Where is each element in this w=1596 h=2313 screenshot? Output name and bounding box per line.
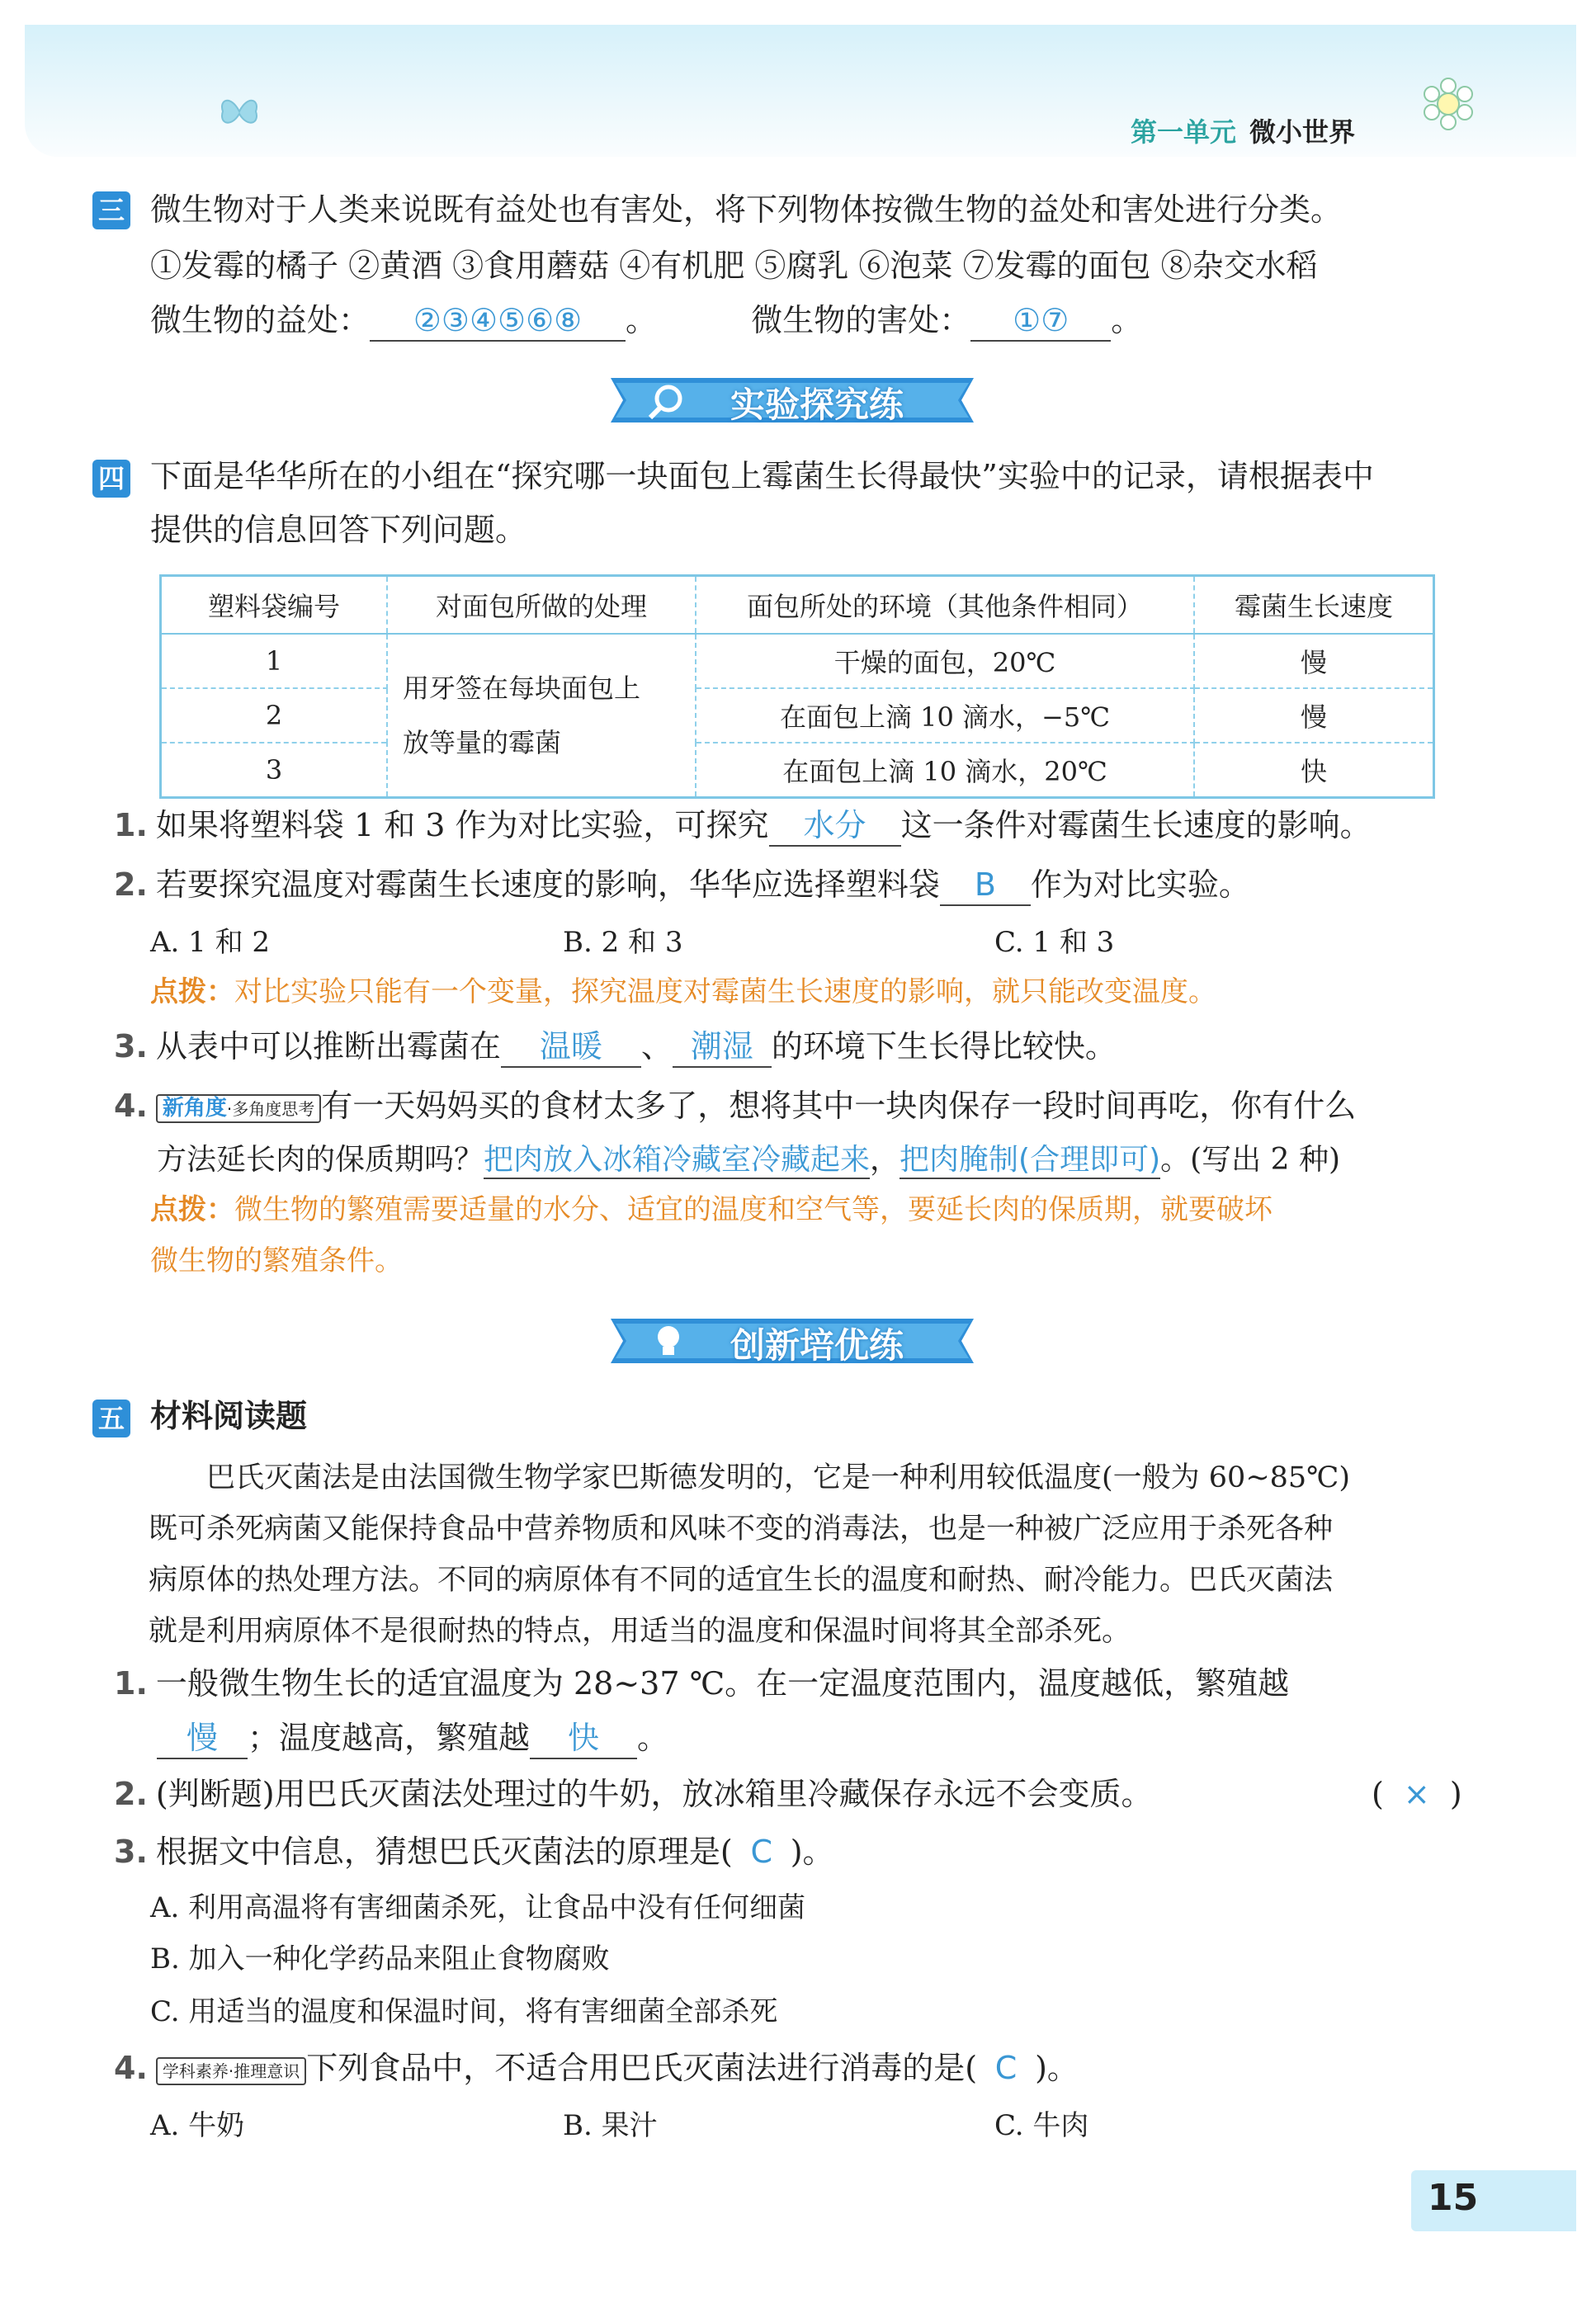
- q-text: 如果将塑料袋 1 和 3 作为对比实验，可探究: [155, 807, 769, 843]
- judge-bracket: [1372, 1776, 1462, 1814]
- table-cell: 2: [161, 688, 388, 743]
- answer-blank: B: [940, 866, 1031, 906]
- answer-blank: 潮湿: [673, 1028, 772, 1068]
- q-text: 这一条件对霉菌生长速度的影响。: [900, 807, 1372, 843]
- hint-label: 点拨：: [150, 1193, 234, 1226]
- sec3-answer-line: [150, 302, 1142, 342]
- hint-text: 微生物的繁殖需要适量的水分、适宜的温度和空气等，要延长肉的保质期，就要破坏: [234, 1193, 1273, 1226]
- answer-blank: 把肉放入冰箱冷藏室冷藏起来: [484, 1142, 870, 1179]
- table-cell: 慢: [1194, 688, 1434, 743]
- page-number-box: [1411, 2170, 1576, 2231]
- table-cell: 1: [161, 634, 388, 688]
- section-3-icon: 三: [92, 191, 130, 229]
- sec5-q3: [114, 1834, 834, 1872]
- hint-label: 点拨：: [150, 975, 234, 1008]
- benefit-label: 微生物的益处：: [150, 302, 371, 338]
- question-number: 2.: [114, 866, 148, 903]
- sec4-q1: [114, 807, 1372, 847]
- hint-text: 对比实验只能有一个变量，探究温度对霉菌生长速度的影响，就只能改变温度。: [234, 975, 1216, 1008]
- unit-name: 微小世界: [1249, 116, 1356, 148]
- hint-text: 微生物的繁殖条件。: [150, 1244, 403, 1277]
- passage-line: 巴氏灭菌法是由法国微生物学家巴斯德发明的，它是一种利用较低温度(一般为 60~85℃): [206, 1461, 1350, 1494]
- harm-label: 微生物的害处：: [751, 302, 971, 338]
- q-text: 有一天妈妈买的食材太多了，想将其中一块肉保存一段时间再吃，你有什么: [321, 1088, 1357, 1124]
- sec3-question: 微生物对于人类来说既有益处也有害处，将下列物体按微生物的益处和害处进行分类。: [150, 191, 1343, 228]
- sec4-q2: [114, 866, 1250, 906]
- passage-line: 病原体的热处理方法。不同的病原体有不同的适宜生长的温度和耐热、耐冷能力。巴氏灭菌法: [149, 1564, 1334, 1597]
- option: B. 加入一种化学药品来阻止食物腐败: [150, 1942, 610, 1975]
- option: C. 1 和 3: [994, 926, 1115, 959]
- q-text: 一般微生物生长的适宜温度为 28~37 ℃。在一定温度范围内，温度越低，繁殖越: [155, 1665, 1290, 1702]
- answer-blank: 温暖: [501, 1028, 641, 1068]
- q-text: (判断题)用巴氏灭菌法处理过的牛奶，放冰箱里冷藏保存永远不会变质。: [155, 1776, 1153, 1812]
- harm-answer: ①⑦: [970, 302, 1111, 342]
- q-text: )。: [1035, 2050, 1079, 2086]
- bracket: (: [1372, 1776, 1384, 1812]
- passage-line: 既可杀死病菌又能保持食品中营养物质和风味不变的消毒法，也是一种被广泛应用于杀死各种: [149, 1513, 1334, 1546]
- question-number: 4.: [114, 2050, 148, 2086]
- option: A. 利用高温将有害细菌杀死，让食品中没有任何细菌: [150, 1891, 806, 1924]
- treatment-line: 用牙签在每块面包上: [403, 673, 641, 704]
- question-number: 3.: [114, 1028, 148, 1064]
- answer-blank: 把肉腌制(合理即可): [900, 1142, 1160, 1179]
- q-text: 。(写出 2 种): [1160, 1143, 1341, 1177]
- option: B. 果汁: [563, 2109, 658, 2142]
- answer-blank: 慢: [157, 1720, 248, 1759]
- table-header: 霉菌生长速度: [1194, 576, 1434, 635]
- sec4-q4-l2: [157, 1142, 1340, 1179]
- sec5-q1-l2: [157, 1720, 668, 1759]
- q-text: 从表中可以推断出霉菌在: [155, 1028, 501, 1064]
- table-row: [161, 634, 1434, 688]
- section-5-icon: 五: [92, 1400, 130, 1437]
- table-row: [161, 688, 1434, 743]
- q-text: 若要探究温度对霉菌生长速度的影响，华华应选择塑料袋: [155, 866, 940, 903]
- question-number: 1.: [114, 807, 148, 843]
- banner-experiment: [611, 371, 974, 429]
- table-header: 面包所处的环境（其他条件相同）: [696, 576, 1194, 635]
- benefit-answer: ②③④⑤⑥⑧: [370, 302, 626, 342]
- table-header: 塑料袋编号: [161, 576, 388, 635]
- unit-title: [1131, 111, 1355, 149]
- q-text: 。: [637, 1720, 669, 1756]
- hint: [150, 1193, 1273, 1227]
- separator: 、: [640, 1028, 673, 1064]
- banner-title: 创新培优练: [730, 1325, 904, 1366]
- page-number: 15: [1428, 2177, 1479, 2219]
- answer-blank: C: [994, 2050, 1018, 2086]
- q-text: 作为对比实验。: [1030, 866, 1250, 903]
- q-text: 方法延长肉的保质期吗？: [157, 1143, 484, 1177]
- sec5-q1: [114, 1665, 1289, 1703]
- period: 。: [626, 302, 658, 338]
- sec4-q3: [114, 1028, 1117, 1068]
- table-header: 对面包所做的处理: [387, 576, 696, 635]
- sec4-question-l1: 下面是华华所在的小组在“探究哪一块面包上霉菌生长得最快”实验中的记录，请根据表中: [150, 458, 1374, 494]
- question-number: 4.: [114, 1088, 148, 1124]
- answer-blank: ×: [1403, 1776, 1430, 1812]
- sec5-q4: [114, 2050, 1079, 2088]
- section-4-icon: 四: [92, 460, 130, 498]
- question-number: 1.: [114, 1665, 148, 1702]
- table-row: [161, 743, 1434, 798]
- table-cell: 快: [1194, 743, 1434, 798]
- sec5-q2: [114, 1776, 1153, 1814]
- tag-text: ·多角度思考: [226, 1099, 315, 1119]
- table-header-row: [161, 576, 1434, 635]
- q-text: ；温度越高，繁殖越: [248, 1720, 531, 1756]
- tag-bold: 新角度: [162, 1096, 227, 1121]
- passage-line: 就是利用病原体不是很耐热的特点，用适当的温度和保温时间将其全部杀死。: [149, 1615, 1131, 1648]
- question-number: 2.: [114, 1776, 148, 1812]
- sec3-items: ①发霉的橘子 ②黄酒 ③食用蘑菇 ④有机肥 ⑤腐乳 ⑥泡菜 ⑦发霉的面包 ⑧杂交水稻: [150, 248, 1318, 284]
- q-text: 下列食品中，不适合用巴氏灭菌法进行消毒的是(: [306, 2050, 978, 2086]
- table-cell: 在面包上滴 10 滴水，20℃: [696, 743, 1194, 798]
- option: A. 牛奶: [150, 2109, 245, 2142]
- option: A. 1 和 2: [150, 926, 271, 959]
- period: 。: [1111, 302, 1143, 338]
- flower-icon: [1419, 76, 1477, 134]
- bracket: ): [1449, 1776, 1462, 1812]
- treatment-line: 放等量的霉菌: [403, 727, 562, 758]
- sec4-q4: [114, 1088, 1356, 1126]
- table-cell: 在面包上滴 10 滴水，−5℃: [696, 688, 1194, 743]
- option: B. 2 和 3: [563, 926, 683, 959]
- banner-innovation: [611, 1312, 974, 1370]
- table-cell: 3: [161, 743, 388, 798]
- hint: [150, 975, 1216, 1009]
- treatment-cell: [387, 634, 696, 798]
- answer-blank: C: [750, 1834, 772, 1870]
- q-text: 的环境下生长得比较快。: [771, 1028, 1117, 1064]
- passage: [149, 1452, 1485, 1657]
- new-angle-tag: [156, 1094, 321, 1123]
- option: C. 牛肉: [994, 2109, 1089, 2142]
- table-cell: 慢: [1194, 634, 1434, 688]
- sec5-title: 材料阅读题: [150, 1398, 308, 1434]
- literacy-tag: 学科素养·推理意识: [156, 2057, 306, 2085]
- banner-title: 实验探究练: [730, 385, 904, 425]
- table-cell: 干燥的面包，20℃: [696, 634, 1194, 688]
- answer-blank: 快: [530, 1720, 637, 1759]
- option: C. 用适当的温度和保温时间，将有害细菌全部杀死: [150, 1995, 778, 2028]
- experiment-table: [159, 574, 1435, 799]
- question-number: 3.: [114, 1834, 148, 1870]
- separator: ，: [870, 1143, 900, 1177]
- answer-blank: 水分: [769, 807, 901, 847]
- q-text: 根据文中信息，猜想巴氏灭菌法的原理是(: [155, 1834, 733, 1870]
- unit-label: 第一单元: [1131, 116, 1237, 148]
- butterfly-icon: [215, 91, 264, 132]
- q-text: )。: [790, 1834, 834, 1870]
- sec4-question-l2: 提供的信息回答下列问题。: [150, 512, 527, 548]
